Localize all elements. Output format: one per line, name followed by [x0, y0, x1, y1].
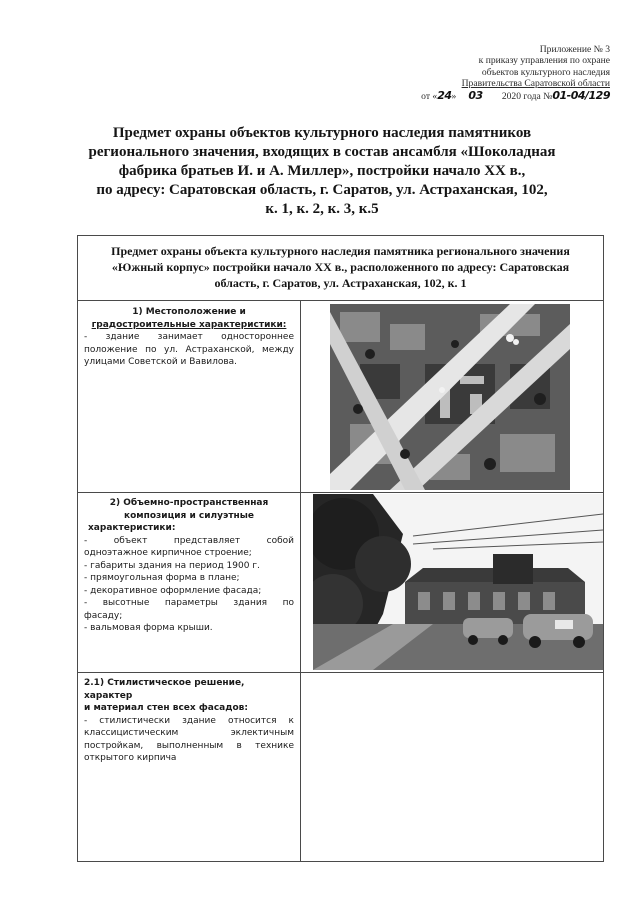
row-composition-text-2: одноэтажное кирпичное строение;	[84, 548, 252, 558]
row-location-text-3: улицами Советской и Вавилова.	[84, 357, 238, 367]
row-composition-text-4: - прямоугольная форма в плане;	[84, 573, 240, 583]
table-divider	[78, 672, 603, 673]
row-style-text-3: постройкам, выполненным в технике	[84, 740, 294, 751]
row-location-heading-1: 1) Местоположение и	[132, 307, 246, 317]
row-composition-text-7: фасаду;	[84, 610, 123, 621]
date-year: 2020 года №	[501, 90, 553, 102]
table-header	[84, 243, 597, 291]
row-composition-text-3: - габариты здания на период 1900 г.	[84, 560, 260, 571]
row-style-text-1: - стилистически здание относится к	[84, 715, 294, 726]
row-composition-heading-2: композиция и силуэтные	[123, 510, 255, 521]
protection-table	[77, 235, 604, 862]
date-day: 24	[437, 88, 452, 102]
row-composition-text-8: - вальмовая форма крыши.	[84, 623, 213, 633]
appendix-line-2: к приказу управления по охране	[478, 55, 610, 67]
row-composition	[84, 497, 294, 635]
date-month: 03	[468, 88, 483, 102]
appendix-date-line	[400, 90, 610, 102]
table-header-line-2: «Южный корпус» постройки начало XX в., расположенного по адресу: Саратовская	[111, 260, 570, 274]
table-divider	[78, 300, 603, 301]
title-line-5: к. 1, к. 2, к. 3, к.5	[265, 201, 379, 217]
aerial-map-photo	[330, 304, 570, 490]
row-location-text-1: - здание занимает одностороннее	[84, 332, 294, 342]
title-line-3: фабрика братьев И. и А. Миллер», постройки начало XX в.,	[118, 163, 526, 179]
row-style-heading-2: и материал стен всех фасадов:	[84, 703, 248, 713]
doc-number: 01-04/129	[552, 88, 610, 102]
row-composition-text-5: - декоративное оформление фасада;	[84, 585, 262, 596]
row-style	[84, 677, 294, 765]
row-style-text-2: классицистическим эклектичным	[84, 728, 294, 738]
date-prefix: от «	[421, 90, 438, 102]
table-column-divider	[300, 300, 301, 861]
row-composition-text-6: - высотные параметры здания по	[84, 598, 294, 608]
row-composition-heading-1: 2) Объемно-пространственная	[109, 498, 269, 508]
appendix-block	[400, 44, 610, 102]
row-location-text-2: положение по ул. Астраханской, между	[84, 344, 294, 355]
date-mid: »	[451, 90, 457, 102]
row-composition-text-1: - объект представляет собой	[84, 535, 294, 546]
document-title	[62, 124, 582, 219]
table-header-line-1: Предмет охраны объекта культурного наследия памятника регионального значения	[111, 244, 570, 258]
appendix-line-3: объектов культурного наследия	[481, 66, 610, 78]
street-building-photo	[313, 494, 603, 670]
title-line-1: Предмет охраны объектов культурного наследия памятников	[112, 125, 532, 141]
appendix-line-1: Приложение № 3	[539, 44, 610, 55]
appendix-line-4: Правительства Саратовской области	[461, 78, 610, 90]
row-style-heading-1: 2.1) Стилистическое решение, характер	[84, 678, 245, 701]
title-line-4: по адресу: Саратовская область, г. Саратов, ул. Астраханская, 102,	[96, 182, 548, 198]
row-location-heading-2: градостроительные характеристики:	[91, 319, 287, 330]
table-divider	[78, 492, 603, 493]
row-style-text-4: открытого кирпича	[84, 753, 177, 763]
table-header-line-3: область, г. Саратов, ул. Астраханская, 102, к. 1	[214, 276, 467, 290]
row-location	[84, 306, 294, 369]
title-line-2: регионального значения, входящих в состав ансамбля «Шоколадная	[88, 144, 556, 160]
row-composition-heading-3: характеристики:	[88, 523, 176, 533]
